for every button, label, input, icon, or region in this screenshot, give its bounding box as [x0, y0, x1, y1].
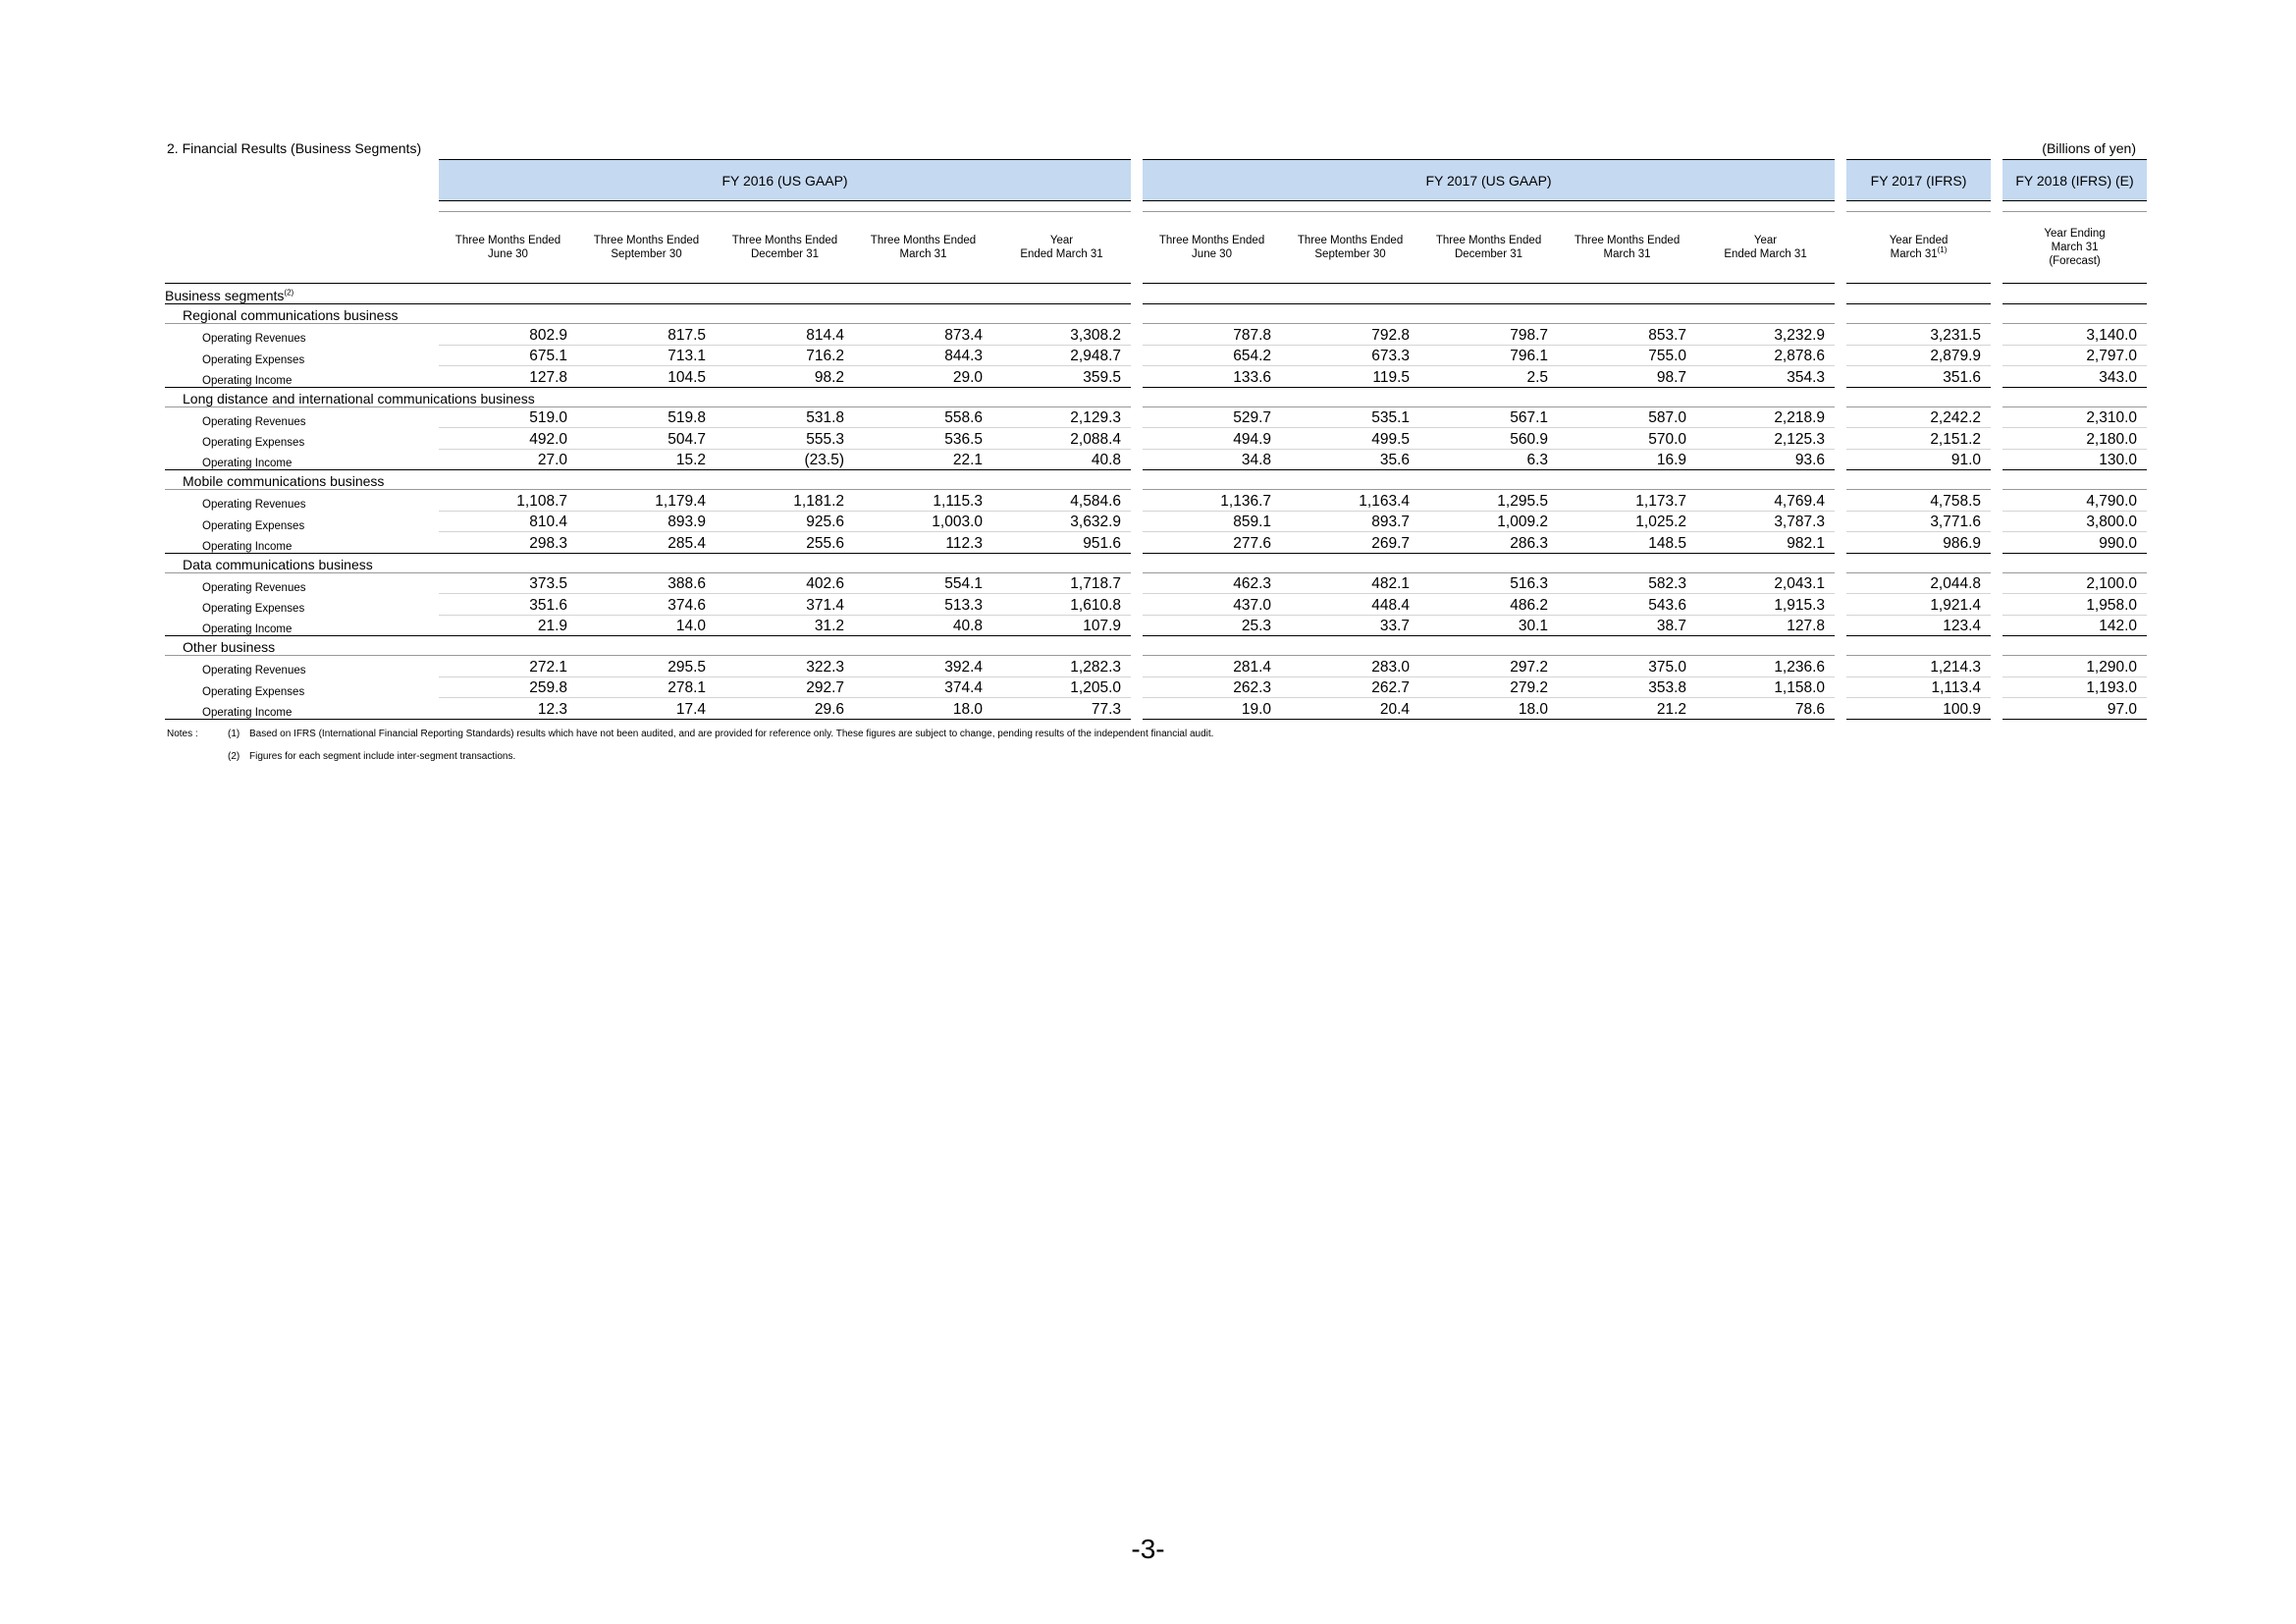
table-cell: 259.8 — [439, 677, 577, 698]
table-cell: 2,043.1 — [1696, 572, 1835, 594]
row-label: Operating Income — [165, 366, 439, 388]
table-cell: 853.7 — [1558, 324, 1696, 346]
table-cell: 3,232.9 — [1696, 324, 1835, 346]
table-cell: 810.4 — [439, 511, 577, 532]
table-cell: 986.9 — [1846, 532, 1991, 554]
table-cell: 119.5 — [1281, 366, 1419, 388]
table-cell: 1,236.6 — [1696, 656, 1835, 677]
table-row — [165, 656, 2147, 677]
table-cell: 558.6 — [854, 406, 992, 428]
table-cell: 1,282.3 — [992, 656, 1131, 677]
row-label: Operating Income — [165, 532, 439, 554]
column-header-fcst: Year Ending March 31 (Forecast) — [2002, 212, 2147, 284]
table-cell: 560.9 — [1419, 428, 1558, 450]
table-cell: 1,173.7 — [1558, 490, 1696, 512]
table-cell: 27.0 — [439, 449, 577, 470]
table-cell: 6.3 — [1419, 449, 1558, 470]
table-cell: 123.4 — [1846, 615, 1991, 636]
table-cell: 279.2 — [1419, 677, 1558, 698]
table-cell: 513.3 — [854, 594, 992, 616]
notes — [167, 723, 1213, 768]
table-cell: 130.0 — [2002, 449, 2147, 470]
table-cell: 298.3 — [439, 532, 577, 554]
table-cell: 554.1 — [854, 572, 992, 594]
table-cell: 21.2 — [1558, 698, 1696, 720]
table-cell: 4,769.4 — [1696, 490, 1835, 512]
table-cell: 4,758.5 — [1846, 490, 1991, 512]
table-cell: 353.8 — [1558, 677, 1696, 698]
table-row — [165, 511, 2147, 532]
table-row — [165, 366, 2147, 388]
table-cell: 1,163.4 — [1281, 490, 1419, 512]
table-row — [165, 572, 2147, 594]
table-cell: 494.9 — [1143, 428, 1281, 450]
table-cell: 516.3 — [1419, 572, 1558, 594]
table-cell: 543.6 — [1558, 594, 1696, 616]
row-label: Operating Expenses — [202, 519, 305, 532]
column-header-q2: Three Months Ended September 30 — [577, 212, 716, 284]
table-cell: 31.2 — [716, 615, 854, 636]
table-cell: 112.3 — [854, 532, 992, 554]
column-header-q1: Three Months Ended June 30 — [439, 212, 577, 284]
segment-heading: Regional communications business — [165, 304, 439, 324]
column-header-q3: Three Months Ended December 31 — [1419, 212, 1558, 284]
table-cell: 373.5 — [439, 572, 577, 594]
table-cell: 535.1 — [1281, 406, 1419, 428]
table-cell: 91.0 — [1846, 449, 1991, 470]
table-cell: 1,205.0 — [992, 677, 1131, 698]
note-text: Based on IFRS (International Financial Reporting Standards) results which have not been audited, and are provided for reference only. These figures are subject to change, pending results of the independent financial audit. — [249, 729, 1214, 739]
table-cell: 2,129.3 — [992, 406, 1131, 428]
table-cell: 278.1 — [577, 677, 716, 698]
table-cell: 40.8 — [992, 449, 1131, 470]
row-label: Operating Income — [165, 449, 439, 470]
table-cell: 127.8 — [1696, 615, 1835, 636]
table-cell: 25.3 — [1143, 615, 1281, 636]
table-cell: 1,290.0 — [2002, 656, 2147, 677]
table-cell: 277.6 — [1143, 532, 1281, 554]
table-cell: 107.9 — [992, 615, 1131, 636]
table-cell: 16.9 — [1558, 449, 1696, 470]
row-label: Operating Revenues — [202, 415, 306, 428]
table-row — [165, 615, 2147, 636]
table-cell: 35.6 — [1281, 449, 1419, 470]
table-row — [165, 594, 2147, 616]
table-cell: 2,125.3 — [1696, 428, 1835, 450]
table-cell: 2,310.0 — [2002, 406, 2147, 428]
row-label: Operating Expenses — [202, 685, 305, 698]
table-cell: 587.0 — [1558, 406, 1696, 428]
note-text: Figures for each segment include inter-segment transactions. — [249, 751, 516, 762]
table-cell: 3,140.0 — [2002, 324, 2147, 346]
table-cell: 292.7 — [716, 677, 854, 698]
table-cell: (23.5) — [716, 449, 854, 470]
table-cell: 4,790.0 — [2002, 490, 2147, 512]
table-cell: 1,718.7 — [992, 572, 1131, 594]
table-cell: 388.6 — [577, 572, 716, 594]
table-cell: 673.3 — [1281, 345, 1419, 366]
table-cell: 844.3 — [854, 345, 992, 366]
table-cell: 285.4 — [577, 532, 716, 554]
table-cell: 814.4 — [716, 324, 854, 346]
table-row — [165, 490, 2147, 512]
table-cell: 2,151.2 — [1846, 428, 1991, 450]
table-cell: 286.3 — [1419, 532, 1558, 554]
table-cell: 33.7 — [1281, 615, 1419, 636]
table-cell: 1,915.3 — [1696, 594, 1835, 616]
row-label: Operating Revenues — [202, 665, 306, 677]
fy2017-usgaap-group-header: FY 2017 (US GAAP) — [1143, 160, 1835, 201]
table-cell: 127.8 — [439, 366, 577, 388]
table-cell: 21.9 — [439, 615, 577, 636]
notes-label: Notes : — [167, 729, 198, 739]
row-label: Operating Revenues — [202, 499, 306, 511]
table-cell: 371.4 — [716, 594, 854, 616]
table-cell: 2,948.7 — [992, 345, 1131, 366]
table-cell: 2,242.2 — [1846, 406, 1991, 428]
table-cell: 20.4 — [1281, 698, 1419, 720]
table-cell: 982.1 — [1696, 532, 1835, 554]
table-row — [165, 428, 2147, 450]
table-cell: 297.2 — [1419, 656, 1558, 677]
table-cell: 272.1 — [439, 656, 577, 677]
table-cell: 2,088.4 — [992, 428, 1131, 450]
table-cell: 15.2 — [577, 449, 716, 470]
table-cell: 18.0 — [1419, 698, 1558, 720]
table-cell: 1,193.0 — [2002, 677, 2147, 698]
table-cell: 29.0 — [854, 366, 992, 388]
column-header-q1: Three Months Ended June 30 — [1143, 212, 1281, 284]
table-cell: 1,003.0 — [854, 511, 992, 532]
table-cell: 519.8 — [577, 406, 716, 428]
table-cell: 499.5 — [1281, 428, 1419, 450]
row-label: Operating Expenses — [202, 603, 305, 615]
note-number: (2) — [228, 751, 240, 762]
table-row — [165, 677, 2147, 698]
table-cell: 713.1 — [577, 345, 716, 366]
table-cell: 567.1 — [1419, 406, 1558, 428]
table-cell: 654.2 — [1143, 345, 1281, 366]
column-header-ifrs: Year Ended March 31$^{(1)}$ — [1846, 212, 1991, 284]
table-cell: 990.0 — [2002, 532, 2147, 554]
table-cell: 787.8 — [1143, 324, 1281, 346]
table-cell: 322.3 — [716, 656, 854, 677]
row-label: Operating Income — [165, 615, 439, 636]
table-cell: 351.6 — [439, 594, 577, 616]
table-cell: 3,632.9 — [992, 511, 1131, 532]
table-cell: 1,115.3 — [854, 490, 992, 512]
table-cell: 1,108.7 — [439, 490, 577, 512]
column-header-q4: Three Months Ended March 31 — [1558, 212, 1696, 284]
table-cell: 504.7 — [577, 428, 716, 450]
table-cell: 3,800.0 — [2002, 511, 2147, 532]
table-cell: 802.9 — [439, 324, 577, 346]
table-cell: 536.5 — [854, 428, 992, 450]
table-cell: 1,179.4 — [577, 490, 716, 512]
table-cell: 1,958.0 — [2002, 594, 2147, 616]
row-label: Operating Income — [165, 698, 439, 720]
table-cell: 17.4 — [577, 698, 716, 720]
table-cell: 1,610.8 — [992, 594, 1131, 616]
table-cell: 4,584.6 — [992, 490, 1131, 512]
table-cell: 555.3 — [716, 428, 854, 450]
table-cell: 19.0 — [1143, 698, 1281, 720]
page-number: -3- — [1131, 1534, 1165, 1564]
table-cell: 873.4 — [854, 324, 992, 346]
table-cell: 40.8 — [854, 615, 992, 636]
table-row — [165, 532, 2147, 554]
unit-label: (Billions of yen) — [2042, 140, 2136, 156]
fy2017-ifrs-group-header: FY 2017 (IFRS) — [1846, 160, 1991, 201]
table-cell: 295.5 — [577, 656, 716, 677]
table-cell: 792.8 — [1281, 324, 1419, 346]
table-row — [165, 324, 2147, 346]
table-cell: 98.2 — [716, 366, 854, 388]
table-cell: 104.5 — [577, 366, 716, 388]
table-cell: 78.6 — [1696, 698, 1835, 720]
table-row — [165, 406, 2147, 428]
table-cell: 798.7 — [1419, 324, 1558, 346]
table-cell: 3,771.6 — [1846, 511, 1991, 532]
row-label: Operating Expenses — [202, 437, 305, 449]
column-header-q2: Three Months Ended September 30 — [1281, 212, 1419, 284]
table-cell: 1,025.2 — [1558, 511, 1696, 532]
table-cell: 354.3 — [1696, 366, 1835, 388]
table-cell: 2,879.9 — [1846, 345, 1991, 366]
table-cell: 262.3 — [1143, 677, 1281, 698]
table-cell: 77.3 — [992, 698, 1131, 720]
table-cell: 2,100.0 — [2002, 572, 2147, 594]
table-cell: 2,180.0 — [2002, 428, 2147, 450]
column-header-year: Year Ended March 31 — [992, 212, 1131, 284]
table-cell: 519.0 — [439, 406, 577, 428]
table-cell: 582.3 — [1558, 572, 1696, 594]
table-cell: 529.7 — [1143, 406, 1281, 428]
table-cell: 255.6 — [716, 532, 854, 554]
table-cell: 351.6 — [1846, 366, 1991, 388]
table-cell: 375.0 — [1558, 656, 1696, 677]
table-cell: 93.6 — [1696, 449, 1835, 470]
column-header-q3: Three Months Ended December 31 — [716, 212, 854, 284]
table-cell: 462.3 — [1143, 572, 1281, 594]
table-cell: 22.1 — [854, 449, 992, 470]
segment-heading: Mobile communications business — [165, 470, 439, 490]
table-cell: 148.5 — [1558, 532, 1696, 554]
table-cell: 29.6 — [716, 698, 854, 720]
table-cell: 755.0 — [1558, 345, 1696, 366]
table-cell: 492.0 — [439, 428, 577, 450]
table-cell: 3,308.2 — [992, 324, 1131, 346]
table-cell: 1,921.4 — [1846, 594, 1991, 616]
table-cell: 951.6 — [992, 532, 1131, 554]
table-cell: 3,231.5 — [1846, 324, 1991, 346]
segment-heading: Long distance and international communications business — [165, 387, 439, 406]
table-cell: 893.9 — [577, 511, 716, 532]
table-cell: 1,009.2 — [1419, 511, 1558, 532]
table-cell: 14.0 — [577, 615, 716, 636]
table-cell: 2,044.8 — [1846, 572, 1991, 594]
table-cell: 3,787.3 — [1696, 511, 1835, 532]
table-cell: 374.6 — [577, 594, 716, 616]
column-header-year: Year Ended March 31 — [1696, 212, 1835, 284]
table-cell: 100.9 — [1846, 698, 1991, 720]
table-cell: 1,214.3 — [1846, 656, 1991, 677]
row-label: Operating Revenues — [202, 333, 306, 345]
table-cell: 482.1 — [1281, 572, 1419, 594]
table-cell: 859.1 — [1143, 511, 1281, 532]
table-cell: 262.7 — [1281, 677, 1419, 698]
table-row — [165, 345, 2147, 366]
table-cell: 675.1 — [439, 345, 577, 366]
table-cell: 486.2 — [1419, 594, 1558, 616]
segment-heading: Other business — [165, 636, 439, 656]
table-cell: 448.4 — [1281, 594, 1419, 616]
table-cell: 133.6 — [1143, 366, 1281, 388]
table-row — [165, 449, 2147, 470]
table-cell: 531.8 — [716, 406, 854, 428]
table-cell: 817.5 — [577, 324, 716, 346]
fy2016-group-header: FY 2016 (US GAAP) — [439, 160, 1131, 201]
table-cell: 716.2 — [716, 345, 854, 366]
table-cell: 12.3 — [439, 698, 577, 720]
column-header-q4: Three Months Ended March 31 — [854, 212, 992, 284]
row-label: Operating Expenses — [202, 353, 305, 366]
table-cell: 38.7 — [1558, 615, 1696, 636]
table-cell: 893.7 — [1281, 511, 1419, 532]
business-segments-heading: Business segments$^{(2)}$ — [165, 284, 439, 304]
table-cell: 30.1 — [1419, 615, 1558, 636]
table-cell: 392.4 — [854, 656, 992, 677]
table-cell: 1,113.4 — [1846, 677, 1991, 698]
table-cell: 374.4 — [854, 677, 992, 698]
table-cell: 437.0 — [1143, 594, 1281, 616]
table-cell: 2,218.9 — [1696, 406, 1835, 428]
fy2018-forecast-group-header: FY 2018 (IFRS) (E) — [2002, 160, 2147, 201]
table-cell: 18.0 — [854, 698, 992, 720]
table-cell: 1,158.0 — [1696, 677, 1835, 698]
row-label: Operating Revenues — [202, 581, 306, 594]
table-cell: 2.5 — [1419, 366, 1558, 388]
table-cell: 269.7 — [1281, 532, 1419, 554]
table-cell: 796.1 — [1419, 345, 1558, 366]
table-cell: 283.0 — [1281, 656, 1419, 677]
segment-heading: Data communications business — [165, 553, 439, 572]
section-title: 2. Financial Results (Business Segments) — [167, 140, 422, 156]
table-cell: 402.6 — [716, 572, 854, 594]
table-cell: 570.0 — [1558, 428, 1696, 450]
table-cell: 359.5 — [992, 366, 1131, 388]
table-cell: 98.7 — [1558, 366, 1696, 388]
table-cell: 142.0 — [2002, 615, 2147, 636]
table-cell: 34.8 — [1143, 449, 1281, 470]
business-segments-table — [165, 159, 2147, 720]
table-cell: 281.4 — [1143, 656, 1281, 677]
table-cell: 97.0 — [2002, 698, 2147, 720]
table-cell: 1,136.7 — [1143, 490, 1281, 512]
table-cell: 2,797.0 — [2002, 345, 2147, 366]
table-cell: 1,181.2 — [716, 490, 854, 512]
table-cell: 1,295.5 — [1419, 490, 1558, 512]
table-row — [165, 698, 2147, 720]
table-cell: 2,878.6 — [1696, 345, 1835, 366]
note-number: (1) — [228, 729, 240, 739]
table-cell: 925.6 — [716, 511, 854, 532]
table-cell: 343.0 — [2002, 366, 2147, 388]
